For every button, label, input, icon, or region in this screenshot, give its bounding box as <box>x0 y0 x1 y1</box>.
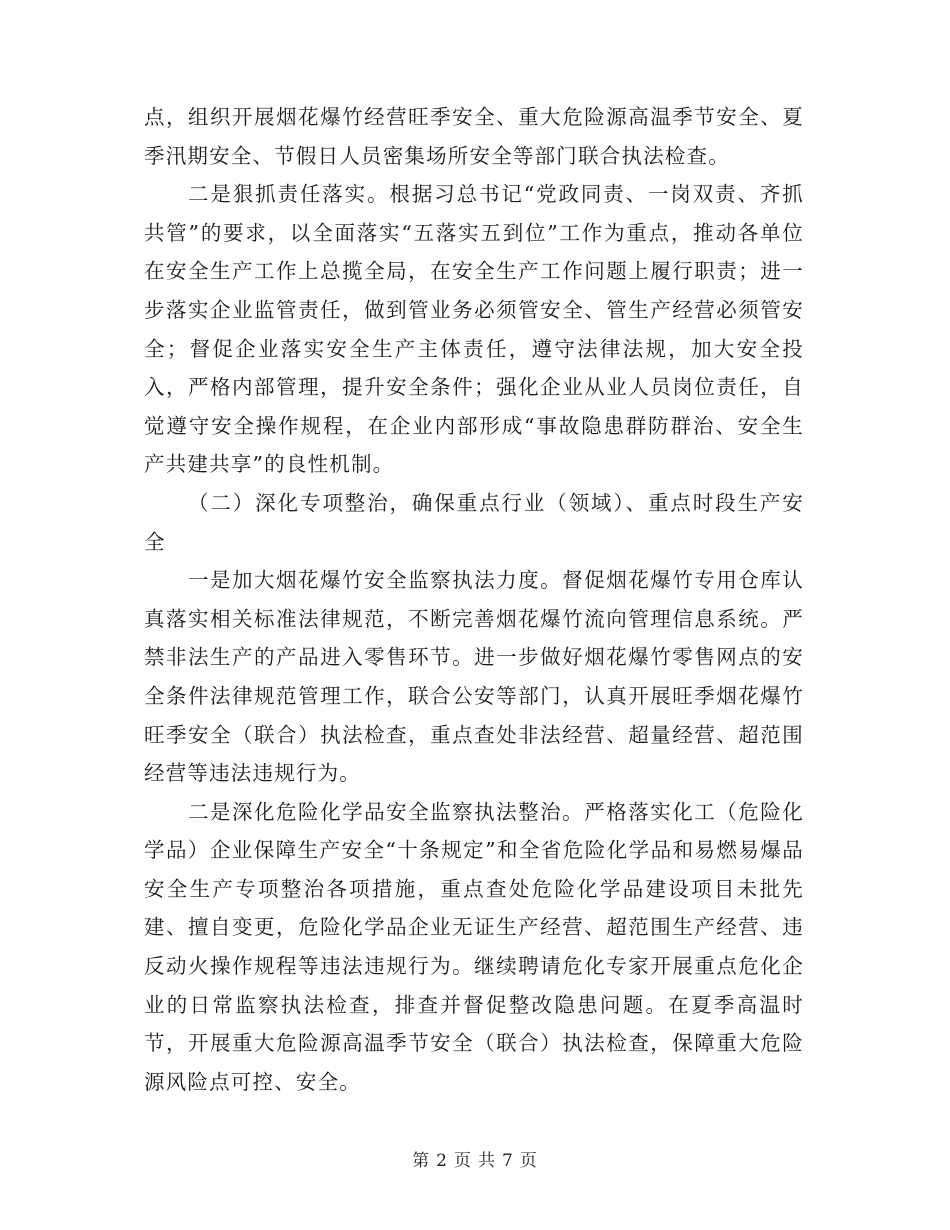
paragraph-continuation: 点，组织开展烟花爆竹经营旺季安全、重大危险源高温季节安全、夏季汛期安全、节假日人员密集场所安全等部门联合执法检查。 <box>144 105 804 168</box>
document-body <box>144 98 804 1101</box>
footer-total-prefix: 共 <box>478 1151 496 1171</box>
paragraph-fireworks: 一是加大烟花爆竹安全监察执法力度。督促烟花爆竹专用仓库认真落实相关标准法律规范，不断完善烟花爆竹流向管理信息系统。严禁非法生产的产品进入零售环节。进一步做好烟花爆竹零售网点的安全条件法律规范管理工作，联合公安等部门，认真开展旺季烟花爆竹旺季安全（联合）执法检查，重点查处非法经营、超量经营、超范围经营等违法违规行为。 <box>144 568 804 786</box>
paragraph-responsibility: 二是狠抓责任落实。根据习总书记“党政同责、一岗双责、齐抓共管”的要求，以全面落实“五落实五到位”工作为重点，推动各单位在安全生产工作上总揽全局，在安全生产工作问题上履行职责；进一步落实企业监管责任，做到管业务必须管安全、管生产经营必须管安全；督促企业落实安全生产主体责任，遵守法律法规，加大安全投入，严格内部管理，提升安全条件；强化企业从业人员岗位责任，自觉遵守安全操作规程，在企业内部形成“事故隐患群防群治、安全生产共建共享”的良性机制。 <box>144 182 804 477</box>
page-footer <box>0 1146 950 1171</box>
footer-total-pages: 7 <box>502 1151 514 1171</box>
section-heading: （二）深化专项整治，确保重点行业（领域）、重点时段生产安全 <box>144 490 804 554</box>
paragraph-chemicals: 二是深化危险化学品安全监察执法整治。严格落实化工（危险化学品）企业保障生产安全“十条规定”和全省危险化学品和易燃易爆品安全生产专项整治各项措施，重点查处危险化学品建设项目未批先建、擅自变更，危险化学品企业无证生产经营、超范围生产经营、违反动火操作规程等违法违规行为。继续聘请危化专家开展重点危化企业的日常监察执法检查，排查并督促整改隐患问题。在夏季高温时节，开展重大危险源高温季节安全（联合）执法检查，保障重大危险源风险点可控、安全。 <box>144 799 804 1094</box>
footer-current-page: 2 <box>436 1151 448 1171</box>
footer-prefix: 第 <box>412 1151 431 1171</box>
footer-page-word: 页 <box>454 1151 472 1171</box>
footer-total-suffix: 页 <box>519 1151 538 1171</box>
